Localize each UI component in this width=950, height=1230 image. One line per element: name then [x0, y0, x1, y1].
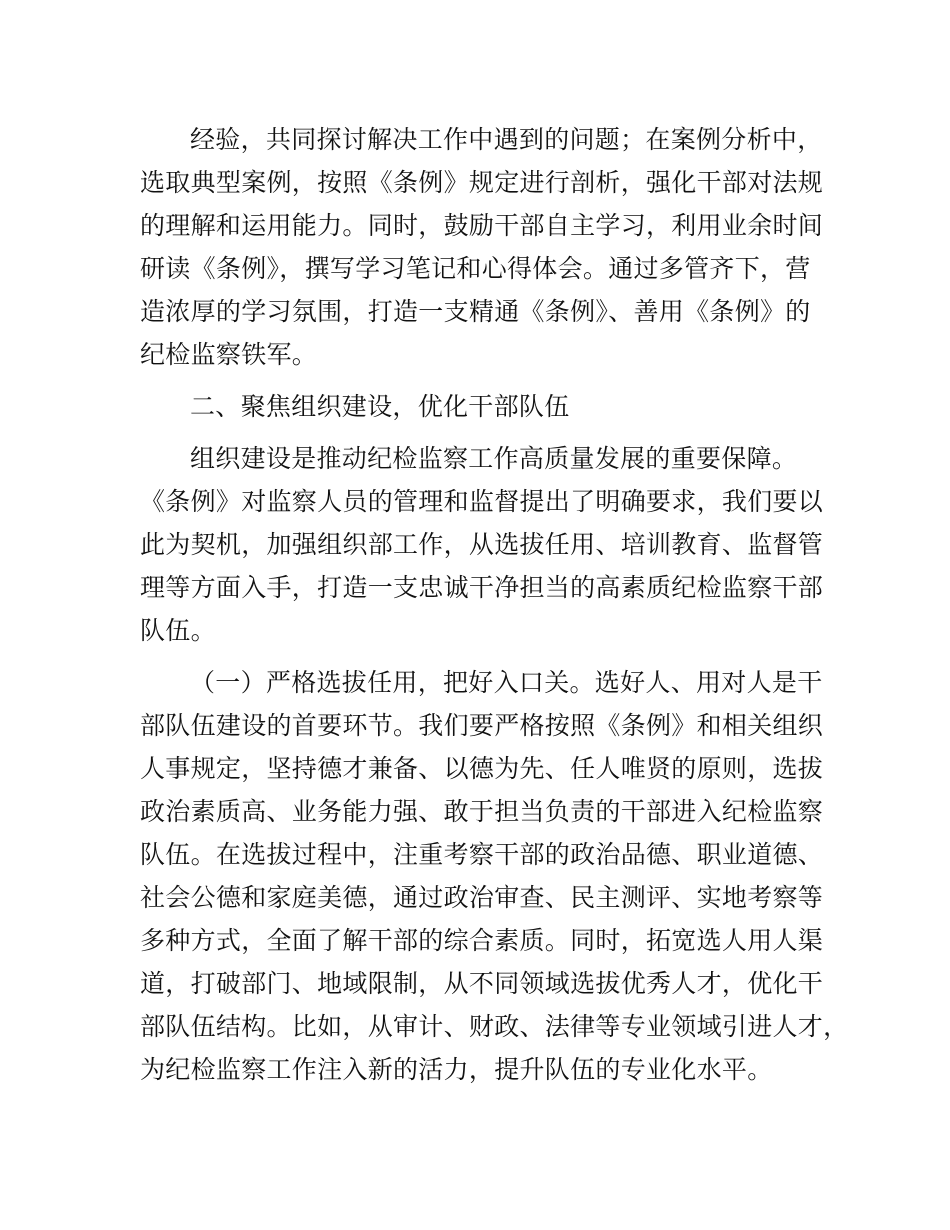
- paragraph-line: 部队伍建设的首要环节。我们要严格按照《条例》和相关组织: [140, 711, 824, 740]
- paragraph-line: 此为契机，加强组织部工作，从选拔任用、培训教育、监督管: [140, 530, 824, 559]
- paragraph-line: （一）严格选拔任用，把好入口关。选好人、用对人是干: [190, 668, 823, 697]
- paragraph-line: 队伍。在选拔过程中，注重考察干部的政治品德、职业道德、: [140, 840, 824, 869]
- paragraph-line: 经验，共同探讨解决工作中遇到的问题；在案例分析中，: [190, 125, 823, 154]
- document-body: [140, 118, 849, 1091]
- paragraph-line: 队伍。: [140, 616, 216, 645]
- section-heading: [140, 385, 840, 428]
- paragraph-line: 理等方面入手，打造一支忠诚干净担当的高素质纪检监察干部: [140, 573, 824, 602]
- paragraph-line: 造浓厚的学习氛围，打造一支精通《条例》、善用《条例》的: [140, 297, 811, 326]
- paragraph-line: 政治素质高、业务能力强、敢于担当负责的干部进入纪检监察: [140, 797, 824, 826]
- paragraph-line: 《条例》对监察人员的管理和监督提出了明确要求，我们要以: [140, 487, 824, 516]
- paragraph-line: 研读《条例》，撰写学习笔记和心得体会。通过多管齐下，营: [140, 254, 811, 283]
- paragraph-line: 的理解和运用能力。同时，鼓励干部自主学习，利用业余时间: [140, 211, 824, 240]
- paragraph-line: 道，打破部门、地域限制，从不同领域选拔优秀人才，优化干: [140, 969, 824, 998]
- paragraph-line: 为纪检监察工作注入新的活力，提升队伍的专业化水平。: [140, 1055, 773, 1084]
- paragraph-line: 纪检监察铁军。: [140, 340, 318, 369]
- paragraph-line: 部队伍结构。比如，从审计、财政、法律等专业领域引进人才，: [140, 1012, 849, 1041]
- paragraph-line: 社会公德和家庭美德，通过政治审查、民主测评、实地考察等: [140, 883, 824, 912]
- paragraph-line: 多种方式，全面了解干部的综合素质。同时，拓宽选人用人渠: [140, 926, 824, 955]
- paragraph-line: 人事规定，坚持德才兼备、以德为先、任人唯贤的原则，选拔: [140, 754, 824, 783]
- paragraph-3: [140, 661, 849, 1091]
- paragraph-1: [140, 118, 840, 376]
- paragraph-line: 组织建设是推动纪检监察工作高质量发展的重要保障。: [190, 444, 798, 473]
- paragraph-2: [140, 437, 840, 652]
- section-heading-text: 二、聚焦组织建设，优化干部队伍: [190, 392, 570, 421]
- paragraph-line: 选取典型案例，按照《条例》规定进行剖析，强化干部对法规: [140, 168, 824, 197]
